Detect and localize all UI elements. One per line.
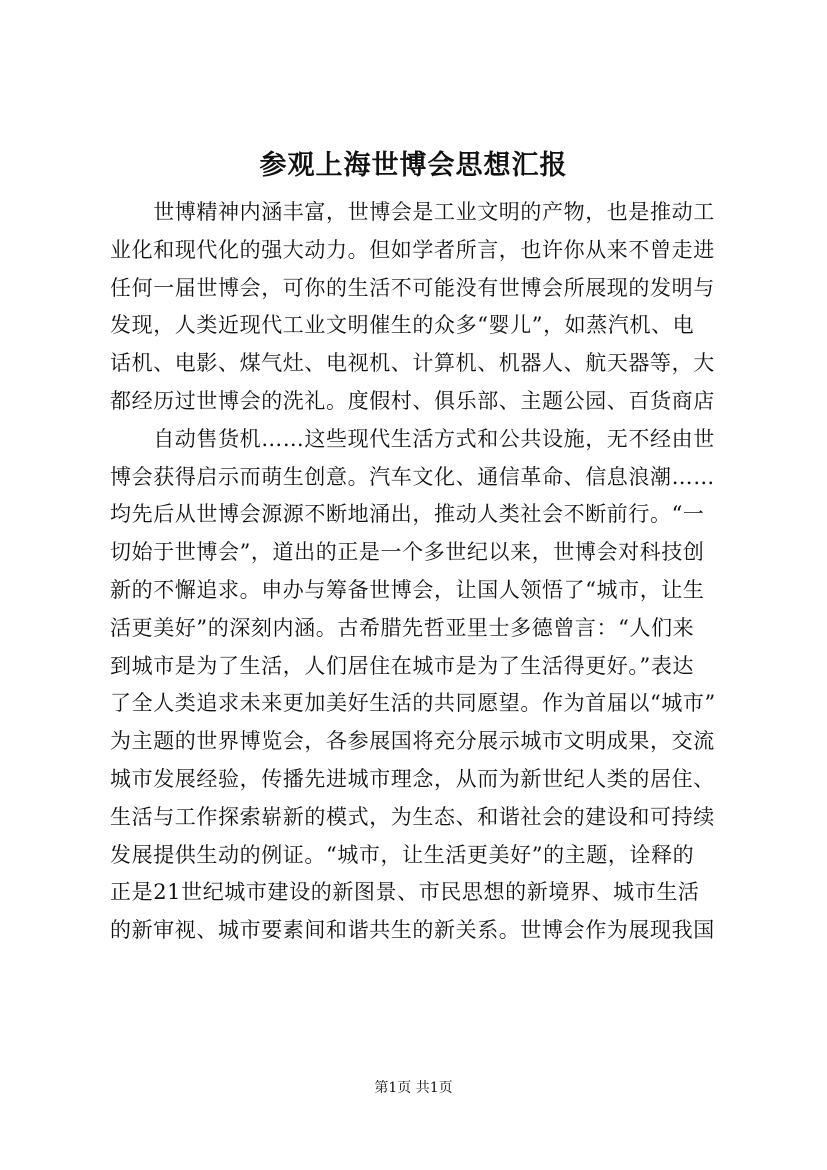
body-line: 的新审视、城市要素间和谐共生的新关系。世博会作为展现我国 [110, 918, 715, 943]
document-body [110, 194, 730, 950]
body-line: 新的不懈追求。申办与筹备世博会，让国人领悟了“城市，让生 [110, 577, 705, 602]
body-line: 了全人类追求未来更加美好生活的共同愿望。作为首届以“城市” [110, 691, 716, 716]
body-line: 发现，人类近现代工业文明催生的众多“婴儿”，如蒸汽机、电 [110, 313, 695, 338]
document-title: 参观上海世博会思想汇报 [259, 150, 568, 181]
body-line: 到城市是为了生活，人们居住在城市是为了生活得更好。”表达 [110, 653, 695, 678]
body-line: 自动售货机……这些现代生活方式和公共设施，无不经由世 [110, 426, 715, 451]
body-line: 话机、电影、煤气灶、电视机、计算机、机器人、航天器等，大 [110, 351, 715, 376]
body-line: 博会获得启示而萌生创意。汽车文化、通信革命、信息浪潮…… [110, 464, 715, 489]
body-line: 为主题的世界博览会，各参展国将充分展示城市文明成果，交流 [110, 729, 715, 754]
body-line: 世博精神内涵丰富，世博会是工业文明的产物，也是推动工 [110, 200, 715, 224]
body-line: 发展提供生动的例证。“城市，让生活更美好”的主题，诠释的 [110, 842, 695, 867]
body-line: 城市发展经验，传播先进城市理念，从而为新世纪人类的居住、 [110, 766, 715, 791]
body-line: 活更美好”的深刻内涵。古希腊先哲亚里士多德曾言：“人们来 [110, 615, 695, 640]
body-line: 都经历过世博会的洗礼。度假村、俱乐部、主题公园、百货商店 [110, 388, 715, 413]
body-line: 生活与工作探索崭新的模式，为生态、和谐社会的建设和可持续 [110, 804, 715, 829]
body-line: 正是21世纪城市建设的新图景、市民思想的新境界、城市生活 [110, 880, 700, 905]
body-line: 均先后从世博会源源不断地涌出，推动人类社会不断前行。“一 [110, 502, 705, 527]
body-line: 切始于世博会”，道出的正是一个多世纪以来，世博会对科技创 [110, 540, 705, 565]
body-line: 业化和现代化的强大动力。但如学者所言，也许你从来不曾走进 [110, 237, 715, 262]
body-line: 任何一届世博会，可你的生活不可能没有世博会所展现的发明与 [110, 275, 715, 300]
page-footer: 第1页 共1页 [374, 1080, 453, 1096]
